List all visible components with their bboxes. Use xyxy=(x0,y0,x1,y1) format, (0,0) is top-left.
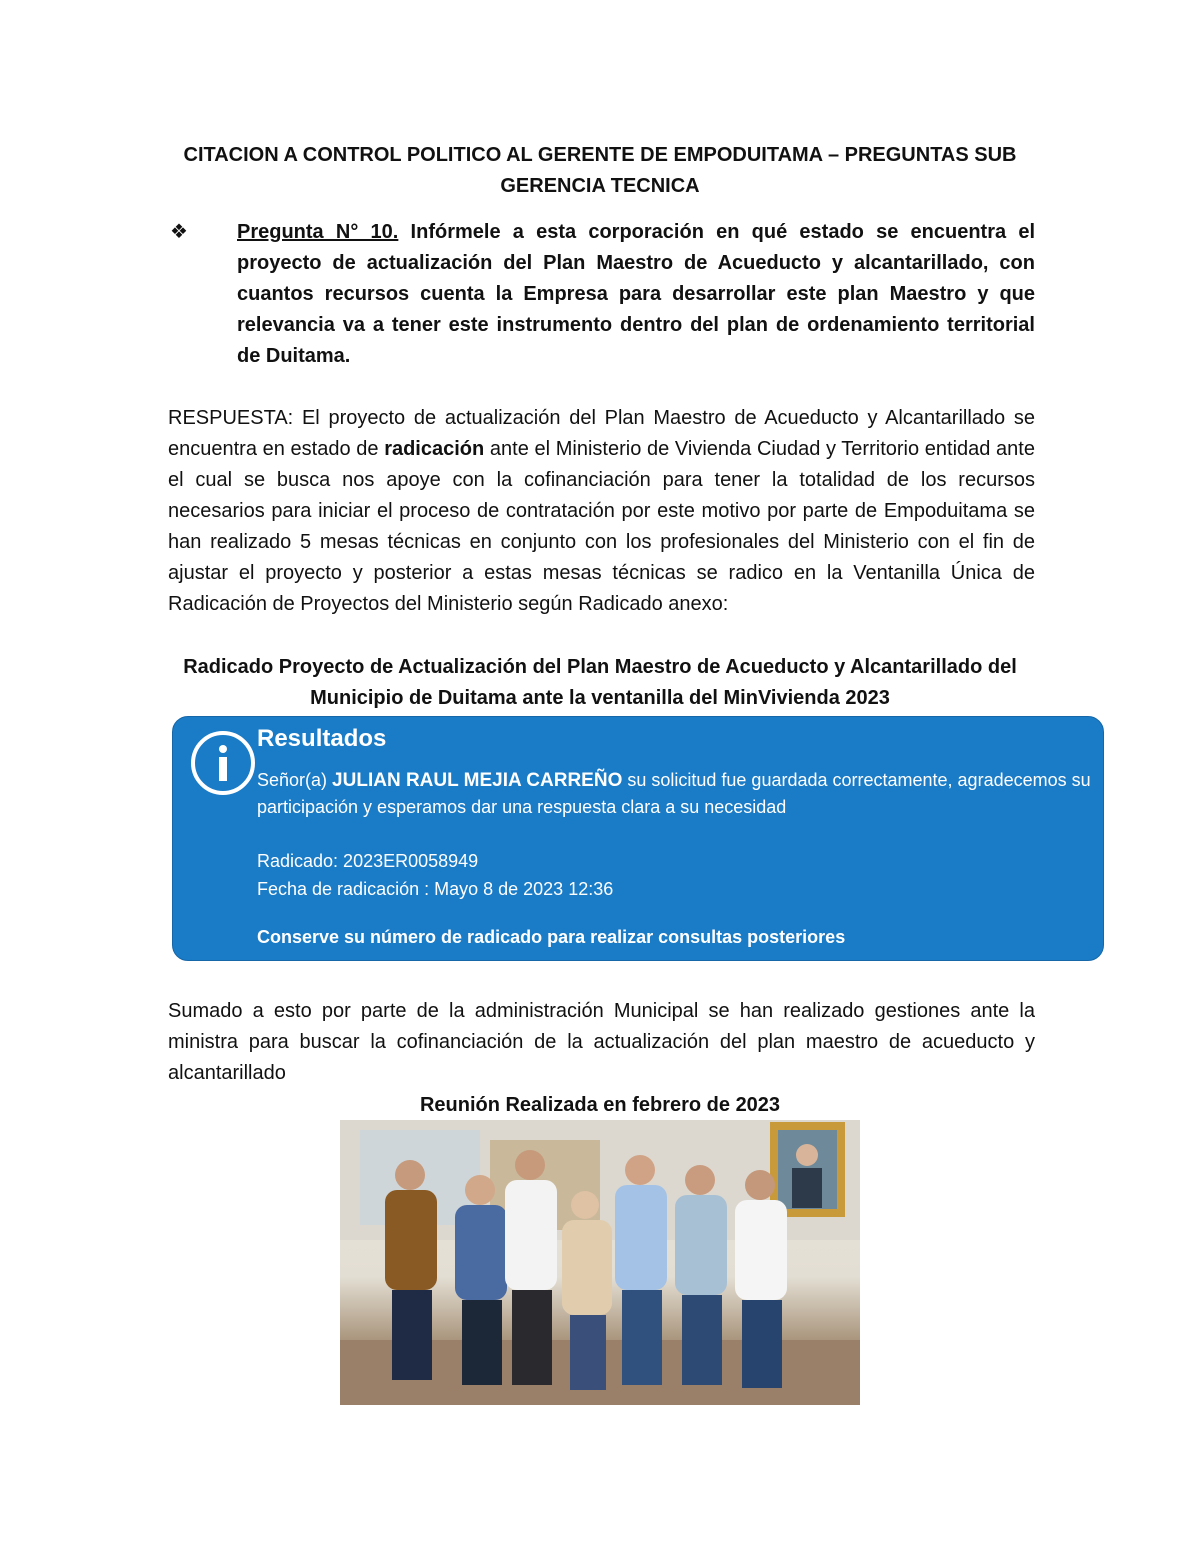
answer-part1: RESPUESTA: El proyecto de actualización del Plan Maestro de Acueducto y Alcantarillado se encuentra en estado de xyxy=(168,407,1035,460)
results-title: Resultados xyxy=(257,725,387,752)
radicado-caption: Radicado Proyecto de Actualización del Plan Maestro de Acueducto y Alcantarillado del Municipio de Duitama ante la ventanilla del MinVivienda 2023 xyxy=(183,656,1017,709)
info-icon xyxy=(191,731,255,795)
question-label: Pregunta N° 10. xyxy=(237,221,399,243)
meeting-caption: Reunión Realizada en febrero de 2023 xyxy=(419,1094,781,1116)
radicado-number: Radicado: 2023ER0058949 xyxy=(257,851,479,871)
results-confirmation-box xyxy=(172,716,1104,961)
answer-part2: ante el Ministerio de Vivienda Ciudad y Territorio entidad ante el cual se busca nos apoye con la cofinanciación para tener la totalidad de los recursos necesarios para iniciar el proceso de contratación por este motivo por parte de Empoduitama se han realizado 5 mesas técnicas en conjunto con los profesionales del Ministerio con el fin de ajustar el proyecto y posterior a estas mesas técnicas se radico en la Ventanilla Única de Radicación de Proyectos del Ministerio según Radicado anexo: xyxy=(168,438,1035,615)
meeting-photo-illustration xyxy=(340,1120,860,1405)
meeting-photo xyxy=(340,1120,860,1405)
radicado-date: Fecha de radicación : Mayo 8 de 2023 12:36 xyxy=(257,879,614,899)
results-message-suffix: su solicitud fue guardada correctamente, agradecemos su participación y esperamos dar una respuesta clara a su necesidad xyxy=(257,770,1091,817)
answer-bold-term: radicación xyxy=(384,438,485,460)
document-title: CITACION A CONTROL POLITICO AL GERENTE DE EMPODUITAMA – PREGUNTAS SUB GERENCIA TECNICA xyxy=(183,144,1017,197)
paragraph-gestiones: Sumado a esto por parte de la administración Municipal se han realizado gestiones ante la ministra para buscar la cofinanciación de la actualización del plan maestro de acueducto y alcantarillado xyxy=(168,1000,1035,1084)
results-message xyxy=(257,767,1097,820)
question-block xyxy=(170,217,1035,372)
question-text xyxy=(237,217,1035,372)
results-message-prefix: Señor(a) xyxy=(257,770,333,790)
answer-paragraph xyxy=(168,403,1035,620)
question-body: Infórmele a esta corporación en qué estado se encuentra el proyecto de actualización del Plan Maestro de Acueducto y alcantarillado, con cuantos recursos cuenta la Empresa para desarrollar este plan Maestro y que relevancia va a tener este instrumento dentro del plan de ordenamiento territorial de Duitama. xyxy=(237,221,1036,367)
diamond-bullet-icon: ❖ xyxy=(170,221,188,243)
results-note: Conserve su número de radicado para realizar consultas posteriores xyxy=(257,927,846,947)
results-applicant-name: JULIAN RAUL MEJIA CARREÑO xyxy=(332,770,623,791)
results-radicado-info xyxy=(257,847,613,903)
